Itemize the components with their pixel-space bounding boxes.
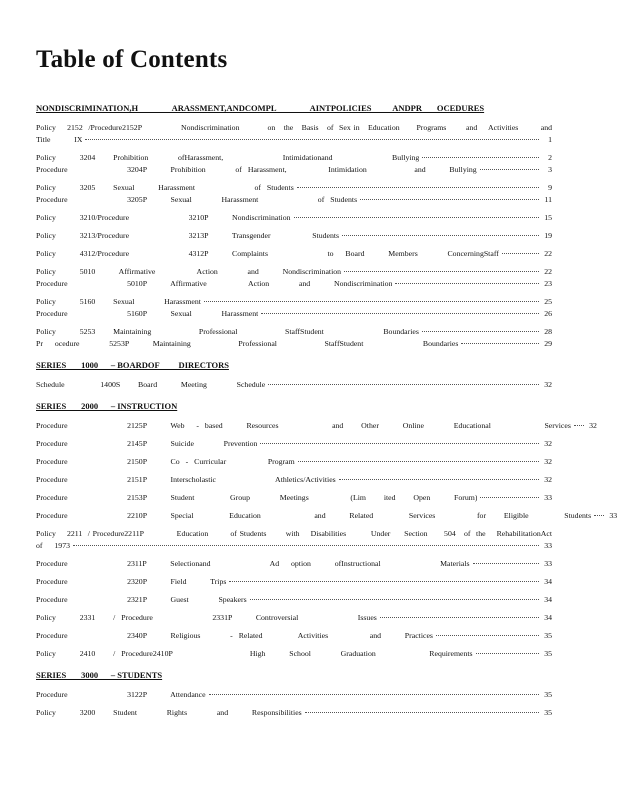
page-number: 23 (544, 279, 552, 288)
dot-leader (480, 169, 539, 170)
entry-title: Policy 5160 Sexual Harassment (36, 297, 201, 306)
section-heading: SERIES 2000 – INSTRUCTION (36, 401, 178, 411)
entry-title: Policy 3205 Sexual Harassment of Students (36, 183, 294, 192)
entry-title: Procedure 2321P Guest Speakers (36, 595, 247, 604)
entry-title: Policy 2152 /Procedure2152P Nondiscrimination on the Basis of Sex in Education Programs and Activities and (36, 123, 552, 132)
page-number: 32 (544, 457, 552, 466)
entry-title: Procedure 2151P Interscholastic Athletics/Activities (36, 475, 336, 484)
page-number: 15 (544, 213, 552, 222)
dot-leader (502, 253, 539, 254)
dot-leader (422, 157, 539, 158)
toc-entry[interactable] (36, 438, 552, 450)
page-number: 22 (544, 267, 552, 276)
page-number: 11 (544, 195, 552, 204)
toc-entry[interactable] (36, 576, 552, 588)
page-number: 22 (544, 249, 552, 258)
entry-title: Procedure 2145P Suicide Prevention (36, 439, 258, 448)
toc-entry[interactable] (36, 278, 552, 290)
toc-entry[interactable] (36, 558, 552, 570)
toc-entry[interactable] (36, 212, 552, 224)
entry-title: Policy 3213/Procedure 3213P Transgender Students (36, 231, 340, 240)
entry-title: Procedure 2150P Co - Curricular Program (36, 457, 295, 466)
dot-leader (85, 139, 539, 140)
dot-leader (298, 461, 539, 462)
toc-entry[interactable] (36, 338, 552, 350)
entry-spacer (36, 682, 552, 689)
page-number: 9 (548, 183, 552, 192)
entry-title: Procedure 2311P Selectionand Ad option ofInstructional Materials (36, 559, 470, 568)
page-number: 26 (544, 309, 552, 318)
toc-entry[interactable] (36, 194, 552, 206)
dot-leader (260, 443, 539, 444)
entry-title: Schedule 1400S Board Meeting Schedule (36, 380, 266, 389)
dot-leader (422, 331, 539, 332)
entry-title: Procedure 2340P Religious - Related Activities and Practices (36, 631, 433, 640)
entry-title: Procedure 2125P Web - based Resources and Other Online Educational Services (36, 421, 571, 430)
page-number: 33 (544, 559, 552, 568)
page-number: 2 (548, 153, 552, 162)
dot-leader (209, 694, 539, 695)
section-spacer (36, 350, 552, 359)
page-title: Table of Contents (36, 46, 228, 73)
toc-entry[interactable] (36, 707, 552, 719)
dot-leader (294, 217, 540, 218)
toc-entry[interactable] (36, 230, 552, 242)
dot-leader (574, 425, 584, 426)
entry-spacer (36, 115, 552, 122)
toc-entry[interactable] (36, 456, 552, 468)
toc-entry[interactable] (36, 182, 552, 194)
entry-title: Procedure 5160P Sexual Harassment (36, 309, 259, 318)
entry-title: Policy 2211 / Procedure2211P Education of Students with Disabilities Under Section 504 of the RehabilitationAct (36, 529, 552, 538)
dot-leader (268, 384, 539, 385)
dot-leader (305, 712, 539, 713)
section-heading: SERIES 1000 – BOARDOF DIRECTORS (36, 360, 229, 370)
page-number: 32 (544, 380, 552, 389)
entry-title: Policy 5253 Maintaining Professional StaffStudent Boundaries (36, 327, 419, 336)
dot-leader (461, 343, 539, 344)
dot-leader (339, 479, 539, 480)
page-number: 33 (544, 541, 552, 550)
dot-leader (73, 545, 539, 546)
dot-leader (344, 271, 539, 272)
page-number: 35 (544, 649, 552, 658)
entry-title: Procedure 3205P Sexual Harassment of Students (36, 195, 358, 204)
entry-title: Policy 3204 Prohibition ofHarassment, Intimidationand Bullying (36, 153, 420, 162)
table-of-contents (36, 102, 618, 719)
toc-entry[interactable] (36, 134, 552, 146)
entry-title: Procedure 2210P Special Education and Related Services for Eligible Students (36, 511, 592, 520)
entry-title: Procedure 2153P Student Group Meetings (Lim ited Open Forum) (36, 493, 478, 502)
page-number: 32 (589, 421, 597, 430)
page-number: 25 (544, 297, 552, 306)
toc-entry[interactable] (36, 630, 552, 642)
dot-leader (261, 313, 539, 314)
toc-entry[interactable] (36, 164, 552, 176)
dot-leader (476, 653, 539, 654)
dot-leader (395, 283, 539, 284)
toc-entry[interactable] (36, 326, 552, 338)
dot-leader (480, 497, 539, 498)
toc-entry-line[interactable] (36, 122, 552, 134)
dot-leader (436, 635, 539, 636)
toc-entry[interactable] (36, 492, 552, 504)
toc-entry[interactable] (36, 420, 597, 432)
entry-spacer (36, 413, 552, 420)
dot-leader (250, 599, 539, 600)
page-number: 35 (544, 690, 552, 699)
page-number: 33 (609, 511, 618, 520)
section-spacer (36, 660, 552, 669)
dot-leader (229, 581, 539, 582)
page-number: 34 (544, 595, 552, 604)
page-number: 32 (544, 439, 552, 448)
toc-entry[interactable] (36, 152, 552, 164)
page-number: 28 (544, 327, 552, 336)
toc-entry[interactable] (36, 510, 618, 522)
page-number: 35 (544, 708, 552, 717)
dot-leader (473, 563, 539, 564)
toc-entry[interactable] (36, 689, 552, 701)
entry-title: Pr ocedure 5253P Maintaining Professional StaffStudent Boundaries (36, 339, 459, 348)
dot-leader (342, 235, 539, 236)
page-number: 32 (544, 475, 552, 484)
toc-entry[interactable] (36, 474, 552, 486)
entry-title: Policy 2410 / Procedure2410P High School Graduation Requirements (36, 649, 473, 658)
entry-title: Procedure 5010P Affirmative Action and Nondiscrimination (36, 279, 393, 288)
section-heading: NONDISCRIMINATION,H ARASSMENT,ANDCOMPL AINTPOLICIES ANDPR OCEDURES (36, 103, 485, 113)
toc-entry[interactable] (36, 266, 552, 278)
dot-leader (380, 617, 539, 618)
page-number: 35 (544, 631, 552, 640)
toc-entry[interactable] (36, 612, 552, 624)
dot-leader (297, 187, 539, 188)
toc-entry[interactable] (36, 248, 552, 260)
entry-title: Policy 3210/Procedure 3210P Nondiscrimination (36, 213, 291, 222)
entry-title: Policy 4312/Procedure 4312P Complaints to Board Members ConcerningStaff (36, 249, 499, 258)
entry-title: Policy 5010 Affirmative Action and Nondiscrimination (36, 267, 342, 276)
toc-entry[interactable] (36, 594, 552, 606)
entry-title: Procedure 3122P Attendance (36, 690, 206, 699)
section-spacer (36, 391, 552, 400)
page-number: 34 (544, 613, 552, 622)
section-heading: SERIES 3000 – STUDENTS (36, 670, 163, 680)
page-number: 3 (548, 165, 552, 174)
entry-title-continued: of 1973 (36, 541, 70, 550)
page-number: 33 (544, 493, 552, 502)
entry-spacer (36, 372, 552, 379)
page-number: 1 (548, 135, 552, 144)
toc-entry-line[interactable] (36, 528, 552, 540)
entry-title: Policy 3200 Student Rights and Responsibilities (36, 708, 302, 717)
dot-leader (360, 199, 539, 200)
dot-leader (594, 515, 604, 516)
toc-entry[interactable] (36, 308, 552, 320)
entry-title: Policy 2331 / Procedure 2331P Controversial Issues (36, 613, 377, 622)
toc-entry[interactable] (36, 379, 552, 391)
page-number: 34 (544, 577, 552, 586)
toc-entry[interactable] (36, 648, 552, 660)
entry-title: Procedure 2320P Field Trips (36, 577, 227, 586)
entry-title: Procedure 3204P Prohibition of Harassment, Intimidation and Bullying (36, 165, 477, 174)
page-number: 19 (544, 231, 552, 240)
entry-title-continued: Title IX (36, 135, 83, 144)
page-number: 29 (544, 339, 552, 348)
toc-entry[interactable] (36, 296, 552, 308)
toc-entry[interactable] (36, 540, 552, 552)
dot-leader (204, 301, 539, 302)
